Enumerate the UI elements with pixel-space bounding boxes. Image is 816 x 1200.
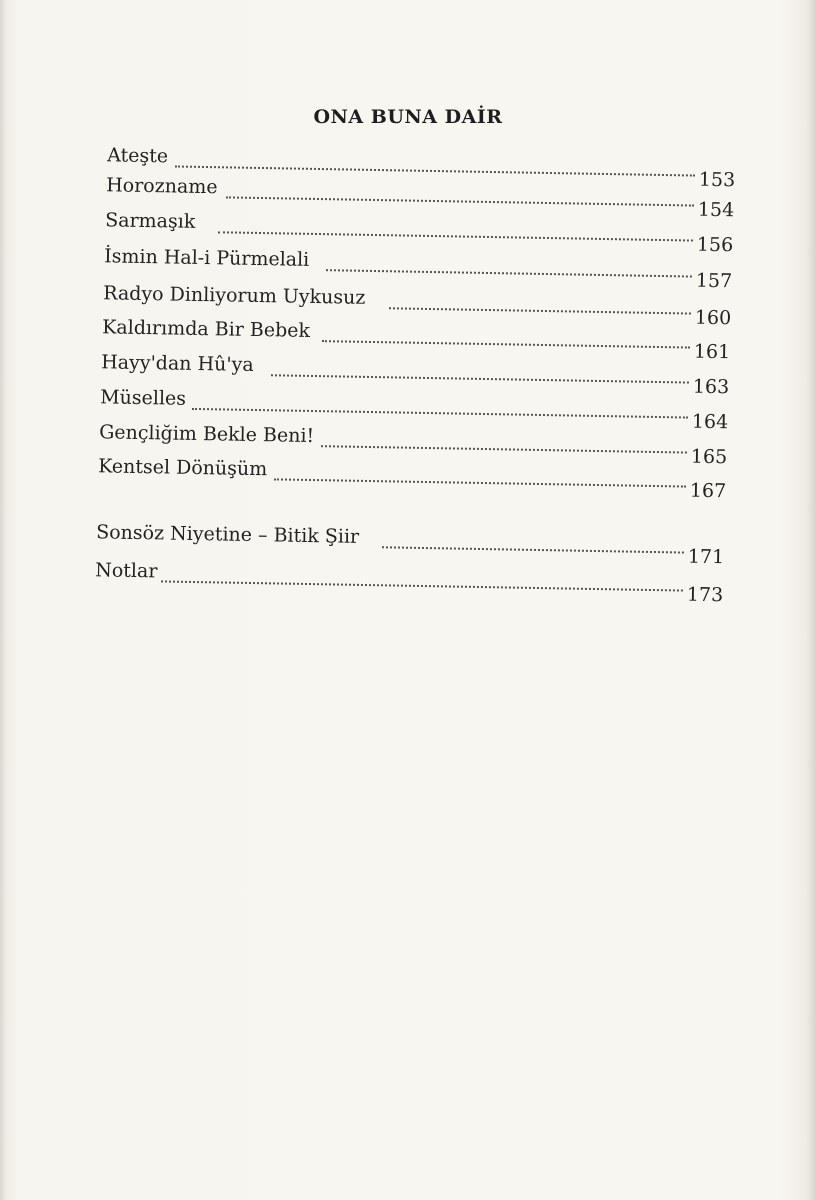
toc-entry-page: 154: [697, 198, 735, 222]
toc-entry-page: 167: [689, 479, 727, 503]
toc-entry-leader: [326, 263, 692, 277]
toc-entry-title: Müselles: [100, 386, 187, 410]
toc-entry-title: Notlar: [95, 559, 158, 583]
toc-entry-title: Radyo Dinliyorum Uykusuz: [103, 282, 366, 309]
toc-entry-page: 163: [692, 375, 730, 399]
toc-entry-leader: [322, 334, 690, 348]
toc-entry-leader: [226, 190, 694, 206]
toc-entry-page: 173: [686, 583, 724, 607]
toc-entry-title: Kaldırımda Bir Bebek: [102, 316, 311, 342]
toc-entry-title: Sarmaşık: [105, 209, 196, 233]
toc-entry-page: 160: [694, 306, 732, 330]
toc-entry-leader: [389, 301, 691, 314]
toc-entry-title: Ateşte: [107, 144, 169, 168]
toc-entry-leader: [274, 472, 686, 487]
toc-entry-page: 165: [690, 445, 728, 469]
section-title: ONA BUNA DAİR: [313, 106, 503, 128]
toc-entry-leader: [175, 159, 695, 176]
toc-entry-leader: [192, 402, 688, 419]
toc-entry-title: Horozname: [106, 174, 218, 199]
toc-entry-page: 153: [698, 168, 736, 192]
toc-entry-title: Kentsel Dönüşüm: [98, 455, 268, 481]
toc-entry-title: İsmin Hal-i Pürmelali: [104, 245, 310, 271]
toc-entry-title: Gençliğim Bekle Beni!: [99, 421, 315, 448]
toc-entry-title: Sonsöz Niyetine – Bitik Şiir: [96, 521, 360, 548]
toc-entry-leader: [321, 439, 687, 453]
toc-entry-page: 157: [695, 269, 733, 293]
toc-entry-page: 156: [696, 233, 734, 257]
toc-entry-leader: [218, 225, 693, 241]
toc-entry-title: Hayy'dan Hû'ya: [101, 351, 254, 376]
toc-entry-leader: [271, 368, 689, 383]
toc-entry-leader: [382, 540, 684, 553]
toc-entry-page: 171: [687, 545, 725, 569]
toc-entry-page: 164: [691, 410, 729, 434]
toc-entry-page: 161: [693, 340, 731, 364]
toc-entry-leader: [161, 574, 683, 591]
